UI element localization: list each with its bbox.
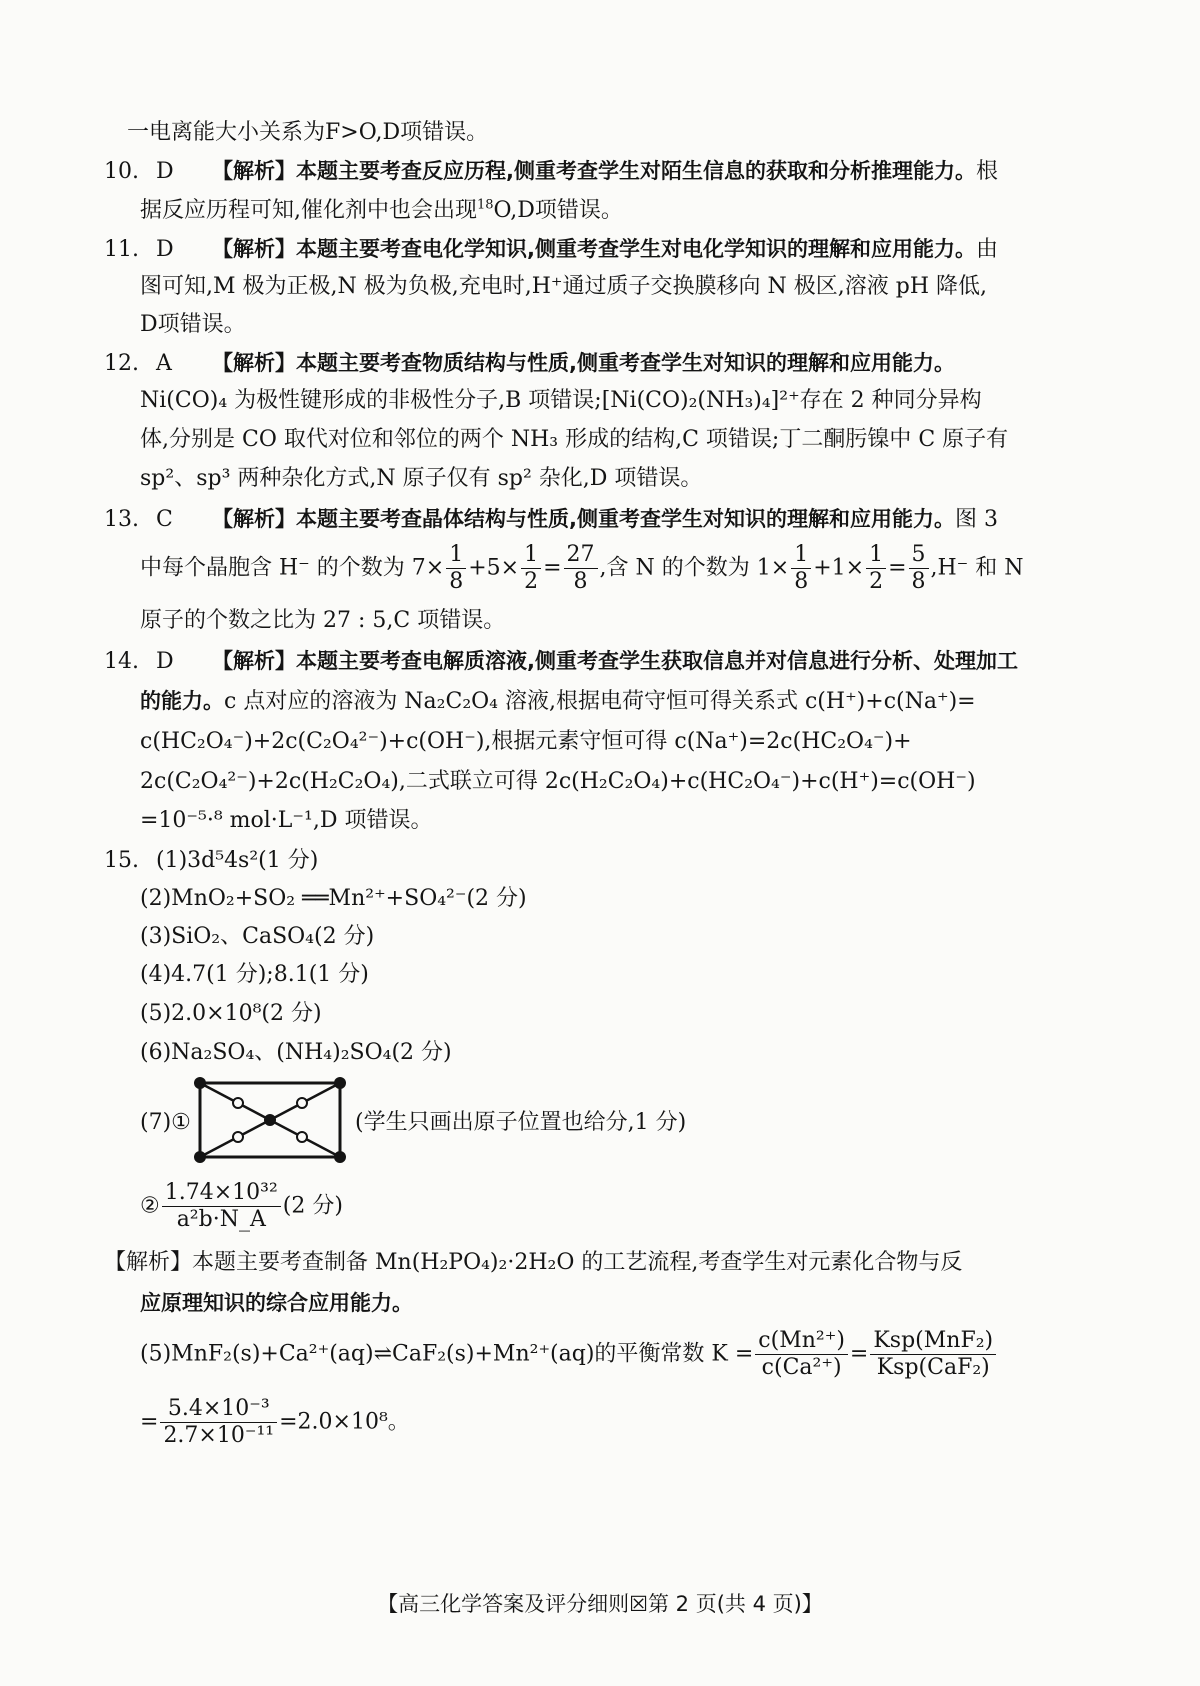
- text-line: [140, 196, 623, 226]
- fraction: [909, 542, 929, 595]
- fraction: [870, 1328, 996, 1381]
- text-fragment: 图 3: [954, 507, 998, 532]
- analysis-heading: 【解析】本题主要考查反应历程,侧重考查学生对陌生信息的获取和分析推理能力。: [212, 159, 976, 183]
- text-fragment: 由: [975, 237, 998, 262]
- text-line: [140, 686, 976, 717]
- denominator: a²b·N_A: [176, 1207, 266, 1232]
- center-atom: [264, 1114, 276, 1126]
- numerator: 1: [521, 542, 541, 569]
- text-fragment: +5×: [468, 555, 520, 581]
- corner-atom: [194, 1077, 206, 1089]
- superscript: 18: [477, 197, 494, 213]
- text-line: 2c(C₂O₄²⁻)+2c(H₂C₂O₄),二式联立可得 2c(H₂C₂O₄)+c(HC₂O₄⁻)+c(H⁺)=c(OH⁻): [140, 769, 976, 794]
- question-number: 11.: [104, 237, 139, 262]
- text-fragment: (2 分): [282, 1193, 343, 1219]
- fraction: [791, 542, 811, 595]
- answer-letter: D: [156, 159, 174, 184]
- denominator: 8: [794, 569, 809, 594]
- text-fragment: +1×: [813, 555, 865, 581]
- numerator: 1: [791, 542, 811, 569]
- fraction: [755, 1328, 848, 1381]
- denominator: 2: [524, 569, 539, 594]
- text-fragment: ②: [140, 1193, 160, 1219]
- denominator: 8: [449, 569, 464, 594]
- answer-letter: C: [156, 507, 173, 532]
- fraction: [521, 542, 541, 595]
- text-fragment: O,D项错误。: [493, 198, 623, 223]
- formula-line: [140, 542, 1024, 595]
- denominator: 8: [911, 569, 926, 594]
- answer-part: (4)4.7(1 分);8.1(1 分): [140, 962, 369, 987]
- score-note: (学生只画出原子位置也给分,1 分): [355, 1110, 687, 1135]
- open-atom: [233, 1132, 243, 1142]
- crystal-structure-diagram: [190, 1075, 350, 1165]
- text-line: 原子的个数之比为 27 : 5,C 项错误。: [140, 608, 506, 633]
- analysis-heading: 【解析】本题主要考查晶体结构与性质,侧重考查学生对知识的理解和应用能力。: [212, 507, 955, 531]
- corner-atom: [334, 1077, 346, 1089]
- formula-line: [140, 1328, 998, 1381]
- text-fragment: =2.0×10⁸。: [279, 1409, 410, 1435]
- corner-atom: [334, 1151, 346, 1163]
- text-line: 体,分别是 CO 取代对位和邻位的两个 NH₃ 形成的结构,C 项错误;丁二酮肟镍中 C 原子有: [140, 427, 1009, 452]
- open-atom: [297, 1098, 307, 1108]
- text-fragment: (5)MnF₂(s)+Ca²⁺(aq)⇌CaF₂(s)+Mn²⁺(aq)的平衡常数 K =: [140, 1341, 754, 1367]
- text-line: D项错误。: [140, 312, 246, 337]
- analysis-line: 应原理知识的综合应用能力。: [140, 1291, 413, 1315]
- text-line: 图可知,M 极为正极,N 极为负极,充电时,H⁺通过质子交换膜移向 N 极区,溶液 pH 降低,: [140, 274, 988, 299]
- question-15: [104, 846, 318, 876]
- text-line: sp²、sp³ 两种杂化方式,N 原子仅有 sp² 杂化,D 项错误。: [140, 466, 703, 491]
- answer-letter: D: [156, 237, 174, 262]
- numerator: 1.74×10³²: [162, 1180, 281, 1207]
- text-fragment: c 点对应的溶液为 Na₂C₂O₄ 溶液,根据电荷守恒可得关系式 c(H⁺)+c(Na⁺)=: [224, 689, 976, 714]
- question-number: 14.: [104, 649, 139, 674]
- question-10: [104, 156, 998, 187]
- numerator: c(Mn²⁺): [755, 1328, 848, 1355]
- text-line: =10⁻⁵·⁸ mol·L⁻¹,D 项错误。: [140, 808, 433, 833]
- text-line: c(HC₂O₄⁻)+2c(C₂O₄²⁻)+c(OH⁻),根据元素守恒可得 c(Na⁺)=2c(HC₂O₄⁻)+: [140, 729, 912, 754]
- numerator: 5.4×10⁻³: [160, 1396, 277, 1423]
- page-footer: 【高三化学答案及评分细则☒第 2 页(共 4 页)】: [377, 1592, 823, 1616]
- text-line: Ni(CO)₄ 为极性键形成的非极性分子,B 项错误;[Ni(CO)₂(NH₃)₄]²⁺存在 2 种同分异构: [140, 388, 982, 413]
- denominator: 8: [573, 569, 588, 594]
- question-12: [104, 348, 955, 379]
- text-fragment: 据反应历程可知,催化剂中也会出现: [140, 198, 477, 223]
- formula-line: [140, 1180, 343, 1233]
- analysis-line: 【解析】本题主要考查制备 Mn(H₂PO₄)₂·2H₂O 的工艺流程,考查学生对元素化合物与反: [104, 1250, 963, 1275]
- fraction: [160, 1396, 277, 1449]
- denominator: Ksp(CaF₂): [876, 1355, 990, 1380]
- fraction: [866, 542, 886, 595]
- fraction: [564, 542, 598, 595]
- denominator: 2: [869, 569, 884, 594]
- question-14: [104, 646, 1018, 677]
- analysis-heading: 【解析】本题主要考查电解质溶液,侧重考查学生获取信息并对信息进行分析、处理加工: [212, 649, 1018, 673]
- fraction: [446, 542, 466, 595]
- question-number: 10.: [104, 159, 139, 184]
- text-fragment: =: [849, 1341, 869, 1367]
- text-fragment: 中每个晶胞含 H⁻ 的个数为 7×: [140, 555, 445, 581]
- denominator: 2.7×10⁻¹¹: [163, 1423, 275, 1448]
- open-atom: [233, 1098, 243, 1108]
- answer-part: (6)Na₂SO₄、(NH₄)₂SO₄(2 分): [140, 1040, 452, 1065]
- answer-part: (5)2.0×10⁸(2 分): [140, 1001, 322, 1026]
- answer-letter: A: [156, 351, 172, 376]
- text-fragment: ,含 N 的个数为 1×: [599, 555, 790, 581]
- text-fragment: ,H⁻ 和 N: [930, 555, 1024, 581]
- numerator: 5: [909, 542, 929, 569]
- text-line: 一电离能大小关系为F>O,D项错误。: [127, 120, 489, 145]
- text-fragment: 根: [975, 159, 998, 184]
- question-number: 15.: [104, 848, 139, 873]
- answer-part: (1)3d⁵4s²(1 分): [156, 848, 319, 873]
- question-13: [104, 504, 998, 535]
- formula-line: [140, 1396, 410, 1449]
- question-11: [104, 234, 998, 265]
- numerator: 27: [564, 542, 598, 569]
- question-number: 12.: [104, 351, 139, 376]
- answer-letter: D: [156, 649, 174, 674]
- open-atom: [297, 1132, 307, 1142]
- text-fragment: =: [888, 555, 907, 581]
- denominator: c(Ca²⁺): [761, 1355, 842, 1380]
- answer-part: (7)①: [140, 1110, 191, 1135]
- numerator: Ksp(MnF₂): [870, 1328, 996, 1355]
- analysis-heading: 【解析】本题主要考查电化学知识,侧重考查学生对电化学知识的理解和应用能力。: [212, 237, 976, 261]
- text-fragment: =: [140, 1409, 159, 1435]
- numerator: 1: [866, 542, 886, 569]
- text-fragment: =: [543, 555, 562, 581]
- numerator: 1: [446, 542, 466, 569]
- corner-atom: [194, 1151, 206, 1163]
- question-number: 13.: [104, 507, 139, 532]
- answer-part: (3)SiO₂、CaSO₄(2 分): [140, 924, 375, 949]
- fraction: [162, 1180, 281, 1233]
- analysis-heading: 【解析】本题主要考查物质结构与性质,侧重考查学生对知识的理解和应用能力。: [212, 351, 955, 375]
- answer-part: (2)MnO₂+SO₂ ══Mn²⁺+SO₄²⁻(2 分): [140, 886, 527, 911]
- text-fragment: 的能力。: [140, 689, 224, 713]
